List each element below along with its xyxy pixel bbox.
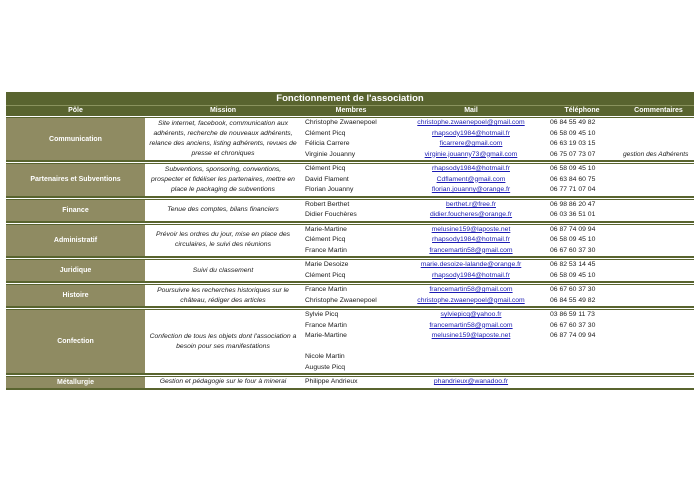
association-table bbox=[6, 92, 694, 390]
member-name: France Martin bbox=[305, 286, 347, 293]
member-phone bbox=[541, 342, 623, 353]
table-row bbox=[301, 139, 694, 150]
member-phone: 06 58 09 45 10 bbox=[550, 236, 596, 243]
header-telephone: Téléphone bbox=[564, 107, 600, 114]
member-email[interactable]: berthet.r@free.fr bbox=[446, 200, 496, 208]
pole-label: Finance bbox=[6, 200, 145, 221]
member-comment bbox=[623, 331, 694, 342]
member-comment bbox=[623, 118, 694, 129]
member-phone: 06 58 09 45 10 bbox=[550, 165, 596, 172]
member-phone: 06 87 74 09 94 bbox=[550, 332, 596, 339]
member-phone: 06 58 09 45 10 bbox=[550, 271, 596, 279]
member-comment bbox=[623, 129, 694, 140]
member-comment bbox=[623, 310, 694, 321]
member-email bbox=[401, 342, 541, 353]
member-comment bbox=[623, 235, 694, 246]
member-email[interactable]: rhapsody1984@hotmail.fr bbox=[432, 236, 510, 243]
group-3 bbox=[6, 224, 694, 259]
mission-text: Subventions, sponsoring, conventions, prospecter et fidéliser les partenaires, mettre en place le packaging de subventions bbox=[151, 165, 295, 193]
member-email[interactable]: ficarrere@gmail.com bbox=[439, 140, 503, 147]
member-email[interactable]: rhapsody1984@hotmail.fr bbox=[432, 165, 510, 172]
table-row bbox=[301, 164, 694, 175]
table-row bbox=[301, 271, 694, 282]
group-7 bbox=[6, 376, 694, 390]
table-row bbox=[301, 377, 694, 388]
header-mail: Mail bbox=[464, 107, 478, 114]
member-comment bbox=[623, 377, 694, 388]
member-phone bbox=[541, 363, 623, 374]
member-rows bbox=[301, 225, 694, 257]
table-row bbox=[301, 210, 694, 221]
member-comment bbox=[623, 321, 694, 332]
mission-text: Prévoir les ordres du jour, mise en place des circulaires, le suivi des réunions bbox=[155, 231, 291, 249]
pole-label: Communication bbox=[6, 118, 145, 160]
member-name: Didier Fouchères bbox=[305, 211, 357, 218]
member-name: Marie-Martine bbox=[305, 332, 347, 339]
member-phone: 06 84 55 49 82 bbox=[550, 296, 596, 304]
mission-text: Gestion et pédagogie sur le four à minerai bbox=[159, 378, 287, 386]
table-row bbox=[301, 296, 694, 307]
member-email[interactable]: francemartin58@gmail.com bbox=[429, 321, 513, 329]
group-4 bbox=[6, 259, 694, 283]
member-name: Marie-Martine bbox=[305, 225, 347, 233]
member-phone: 06 67 60 37 30 bbox=[550, 321, 596, 329]
member-name: Clément Picq bbox=[305, 129, 346, 137]
member-rows bbox=[301, 310, 694, 373]
member-name: Marie Desoize bbox=[305, 261, 349, 268]
member-comment bbox=[623, 271, 694, 282]
member-email[interactable]: florian.jouanny@orange.fr bbox=[431, 186, 511, 193]
member-name: Virginie Jouanny bbox=[305, 150, 356, 158]
member-name: Robert Berthet bbox=[305, 200, 350, 208]
member-name: France Martin bbox=[305, 246, 347, 254]
group-5 bbox=[6, 284, 694, 308]
member-comment bbox=[623, 139, 694, 150]
member-phone: 03 86 59 11 73 bbox=[550, 311, 595, 318]
member-comment bbox=[623, 246, 694, 257]
member-rows bbox=[301, 200, 694, 221]
table-row bbox=[301, 331, 694, 342]
member-email[interactable]: phandrieux@wanadoo.fr bbox=[433, 378, 509, 385]
member-comment bbox=[623, 285, 694, 296]
member-name: Félicia Carrere bbox=[305, 140, 350, 147]
member-phone: 06 63 19 03 15 bbox=[550, 140, 596, 147]
table-row bbox=[301, 321, 694, 332]
member-name bbox=[301, 342, 401, 353]
table-row bbox=[301, 363, 694, 374]
member-email[interactable]: melusine159@laposte.net bbox=[431, 225, 511, 233]
member-name: Clément Picq bbox=[305, 236, 346, 243]
member-rows bbox=[301, 285, 694, 306]
member-name: France Martin bbox=[305, 321, 347, 329]
member-comment bbox=[623, 296, 694, 307]
member-email[interactable]: Cdflament@gmail.com bbox=[436, 175, 506, 183]
mission-text: Confection de tous les objets dont l'association a besoin pour ses manifestations bbox=[149, 332, 297, 350]
header-pole: Pôle bbox=[68, 107, 83, 114]
member-email[interactable]: christophe.zwaenepoel@gmail.com bbox=[417, 296, 525, 304]
pole-label: Partenaires et Subventions bbox=[6, 164, 145, 196]
member-comment bbox=[623, 352, 694, 363]
member-rows bbox=[301, 377, 694, 388]
member-name: Christophe Zwaenepoel bbox=[305, 119, 377, 126]
pole-label: Confection bbox=[6, 310, 145, 373]
table-row bbox=[301, 129, 694, 140]
table-row bbox=[301, 285, 694, 296]
member-phone: 06 03 36 51 01 bbox=[550, 211, 596, 218]
pole-label: Métallurgie bbox=[6, 377, 145, 388]
member-email[interactable]: christophe.zwaenepoel@gmail.com bbox=[417, 119, 525, 126]
member-rows bbox=[301, 118, 694, 160]
group-2 bbox=[6, 199, 694, 223]
member-name: Auguste Picq bbox=[305, 363, 346, 371]
table-row bbox=[301, 118, 694, 129]
member-phone bbox=[541, 352, 623, 363]
mission-text: Poursuivre les recherches historiques sur le château, rédiger des articles bbox=[157, 286, 289, 304]
member-phone: 06 67 60 37 30 bbox=[550, 286, 596, 293]
member-phone: 06 77 71 07 04 bbox=[550, 186, 596, 193]
member-email[interactable]: rhapsody1984@hotmail.fr bbox=[432, 129, 510, 137]
member-email[interactable]: virginie.jouanny73@gmail.com bbox=[424, 150, 518, 158]
pole-label: Juridique bbox=[6, 260, 145, 281]
member-email[interactable]: melusine159@laposte.net bbox=[431, 332, 511, 339]
table-row bbox=[301, 225, 694, 236]
member-name: Christophe Zwaenepoel bbox=[305, 296, 377, 304]
member-email[interactable]: francemartin58@gmail.com bbox=[429, 286, 513, 293]
table-row bbox=[301, 200, 694, 211]
member-comment bbox=[623, 225, 694, 236]
table-row bbox=[301, 352, 694, 363]
header-membres: Membres bbox=[335, 107, 367, 114]
group-0 bbox=[6, 117, 694, 162]
member-phone: 06 63 84 60 75 bbox=[550, 175, 596, 183]
member-name: David Flament bbox=[305, 175, 349, 183]
member-phone: 06 82 53 14 45 bbox=[550, 261, 596, 268]
member-name: Clément Picq bbox=[305, 271, 346, 279]
table-row bbox=[301, 310, 694, 321]
group-1 bbox=[6, 163, 694, 198]
member-name: Philippe Andrieux bbox=[305, 378, 358, 385]
member-rows bbox=[301, 164, 694, 196]
mission-text: Suivi du classement bbox=[192, 266, 254, 274]
member-phone: 06 84 55 49 82 bbox=[550, 119, 596, 126]
member-comment: gestion des Adhérents bbox=[623, 150, 689, 158]
pole-label: Histoire bbox=[6, 285, 145, 306]
member-email bbox=[401, 352, 541, 363]
table-title: Fonctionnement de l'association bbox=[6, 92, 694, 105]
table-row bbox=[301, 342, 694, 353]
member-comment bbox=[623, 164, 694, 175]
table-row bbox=[301, 175, 694, 186]
member-email[interactable]: marie.desoize-lalande@orange.fr bbox=[420, 261, 522, 268]
table-row bbox=[301, 150, 694, 161]
member-phone bbox=[541, 377, 623, 388]
member-phone: 06 75 07 73 07 bbox=[550, 150, 596, 158]
header-commentaires: Commentaires bbox=[634, 107, 683, 114]
member-comment bbox=[623, 175, 694, 186]
member-comment bbox=[623, 185, 694, 196]
member-comment bbox=[623, 342, 694, 353]
header-row bbox=[6, 105, 694, 116]
member-email[interactable]: francemartin58@gmail.com bbox=[429, 246, 513, 254]
member-comment bbox=[623, 363, 694, 374]
table-row bbox=[301, 235, 694, 246]
member-name: Sylvie Picq bbox=[305, 311, 339, 318]
mission-text: Site internet, facebook, communication aux adhérents, recherche de nouveaux adhérents, relance des anciens, listing adhérents, revues de presse et chroniques bbox=[149, 120, 297, 157]
member-phone: 06 87 74 09 94 bbox=[550, 225, 596, 233]
member-comment bbox=[623, 210, 694, 221]
member-comment bbox=[623, 200, 694, 211]
member-email[interactable]: didier.foucheres@orange.fr bbox=[429, 211, 513, 218]
member-name: Florian Jouanny bbox=[305, 186, 354, 193]
header-mission: Mission bbox=[209, 107, 237, 114]
mission-text: Tenue des comptes, bilans financiers bbox=[167, 206, 279, 213]
member-phone: 06 58 09 45 10 bbox=[550, 129, 596, 137]
member-phone: 06 67 60 37 30 bbox=[550, 246, 596, 254]
group-6 bbox=[6, 309, 694, 375]
member-email[interactable]: sylviepicq@yahoo.fr bbox=[440, 311, 502, 318]
member-rows bbox=[301, 260, 694, 281]
table-row bbox=[301, 246, 694, 257]
member-email[interactable]: rhapsody1984@hotmail.fr bbox=[432, 271, 510, 279]
member-comment bbox=[623, 260, 694, 271]
table-body bbox=[6, 117, 694, 390]
table-row bbox=[301, 185, 694, 196]
member-name: Clément Picq bbox=[305, 165, 346, 172]
table-row bbox=[301, 260, 694, 271]
member-phone: 06 98 86 20 47 bbox=[550, 200, 596, 208]
member-email bbox=[401, 363, 541, 374]
member-name: Nicole Martin bbox=[305, 353, 345, 360]
pole-label: Administratif bbox=[6, 225, 145, 257]
